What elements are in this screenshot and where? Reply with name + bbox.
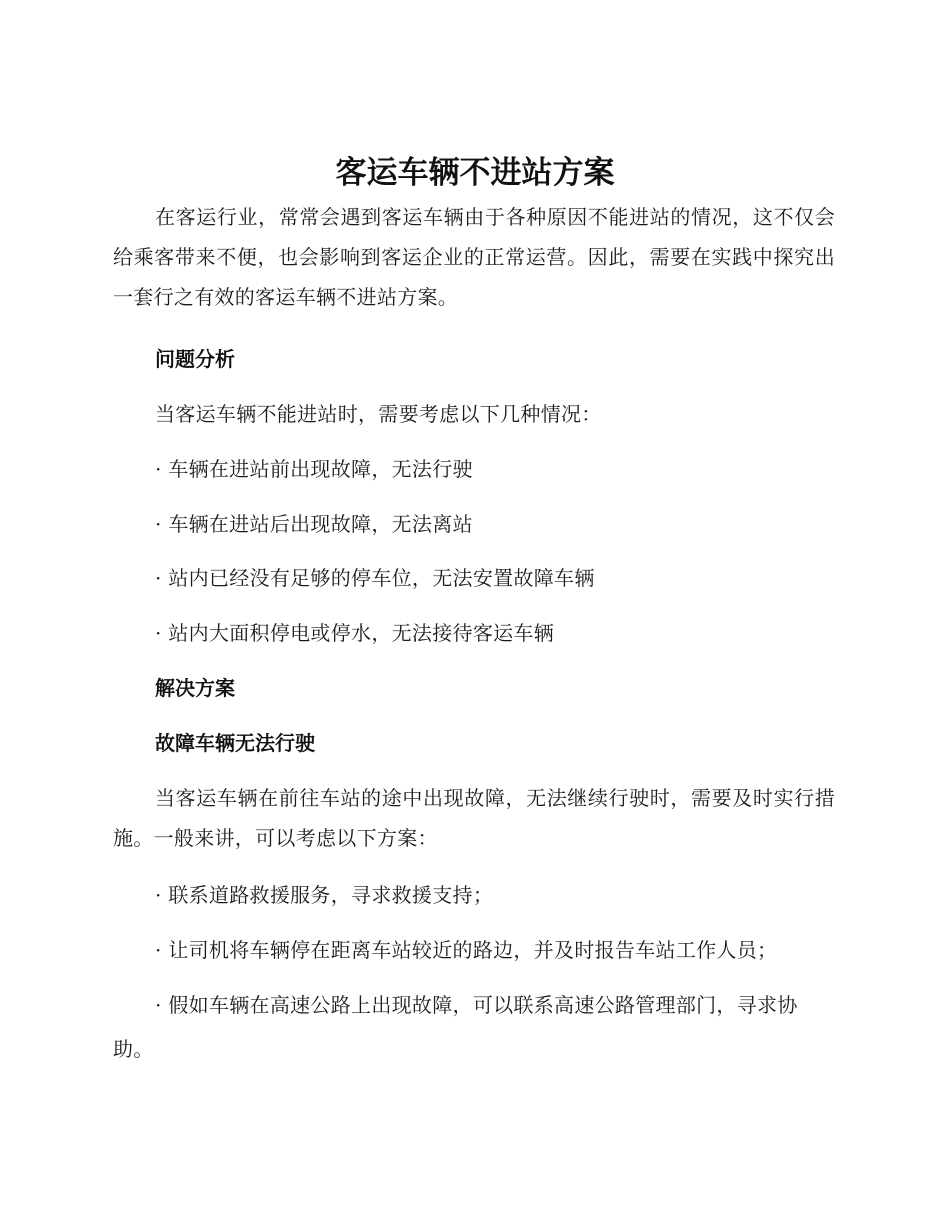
document-title: 客运车辆不进站方案 bbox=[335, 155, 615, 191]
section-heading-problem-analysis: 问题分析 bbox=[155, 347, 235, 371]
problem-item-1: · 车辆在进站前出现故障，无法行驶 bbox=[155, 457, 473, 481]
problem-item-3: · 站内已经没有足够的停车位，无法安置故障车辆 bbox=[155, 566, 595, 590]
solution-lead-paragraph: 当客运车辆在前往车站的途中出现故障，无法继续行驶时，需要及时实行措施。一般来讲，可以考虑以下方案： bbox=[113, 786, 835, 850]
intro-paragraph: 在客运行业，常常会遇到客运车辆由于各种原因不能进站的情况，这不仅会给乘客带来不便，也会影响到客运企业的正常运营。因此，需要在实践中探究出一套行之有效的客运车辆不进站方案。 bbox=[113, 205, 835, 309]
solution-item-3: · 假如车辆在高速公路上出现故障，可以联系高速公路管理部门，寻求协助。 bbox=[113, 993, 798, 1061]
problem-item-4: · 站内大面积停电或停水，无法接待客运车辆 bbox=[155, 621, 555, 645]
problem-item-2: · 车辆在进站后出现故障，无法离站 bbox=[155, 512, 473, 536]
subheading-vehicle-breakdown: 故障车辆无法行驶 bbox=[155, 731, 315, 755]
problem-lead-text: 当客运车辆不能进站时，需要考虑以下几种情况： bbox=[155, 402, 602, 426]
solution-item-2: · 让司机将车辆停在距离车站较近的路边，并及时报告车站工作人员； bbox=[155, 938, 778, 962]
section-heading-solutions: 解决方案 bbox=[155, 676, 235, 700]
solution-item-1: · 联系道路救援服务，寻求救援支持； bbox=[155, 883, 494, 907]
